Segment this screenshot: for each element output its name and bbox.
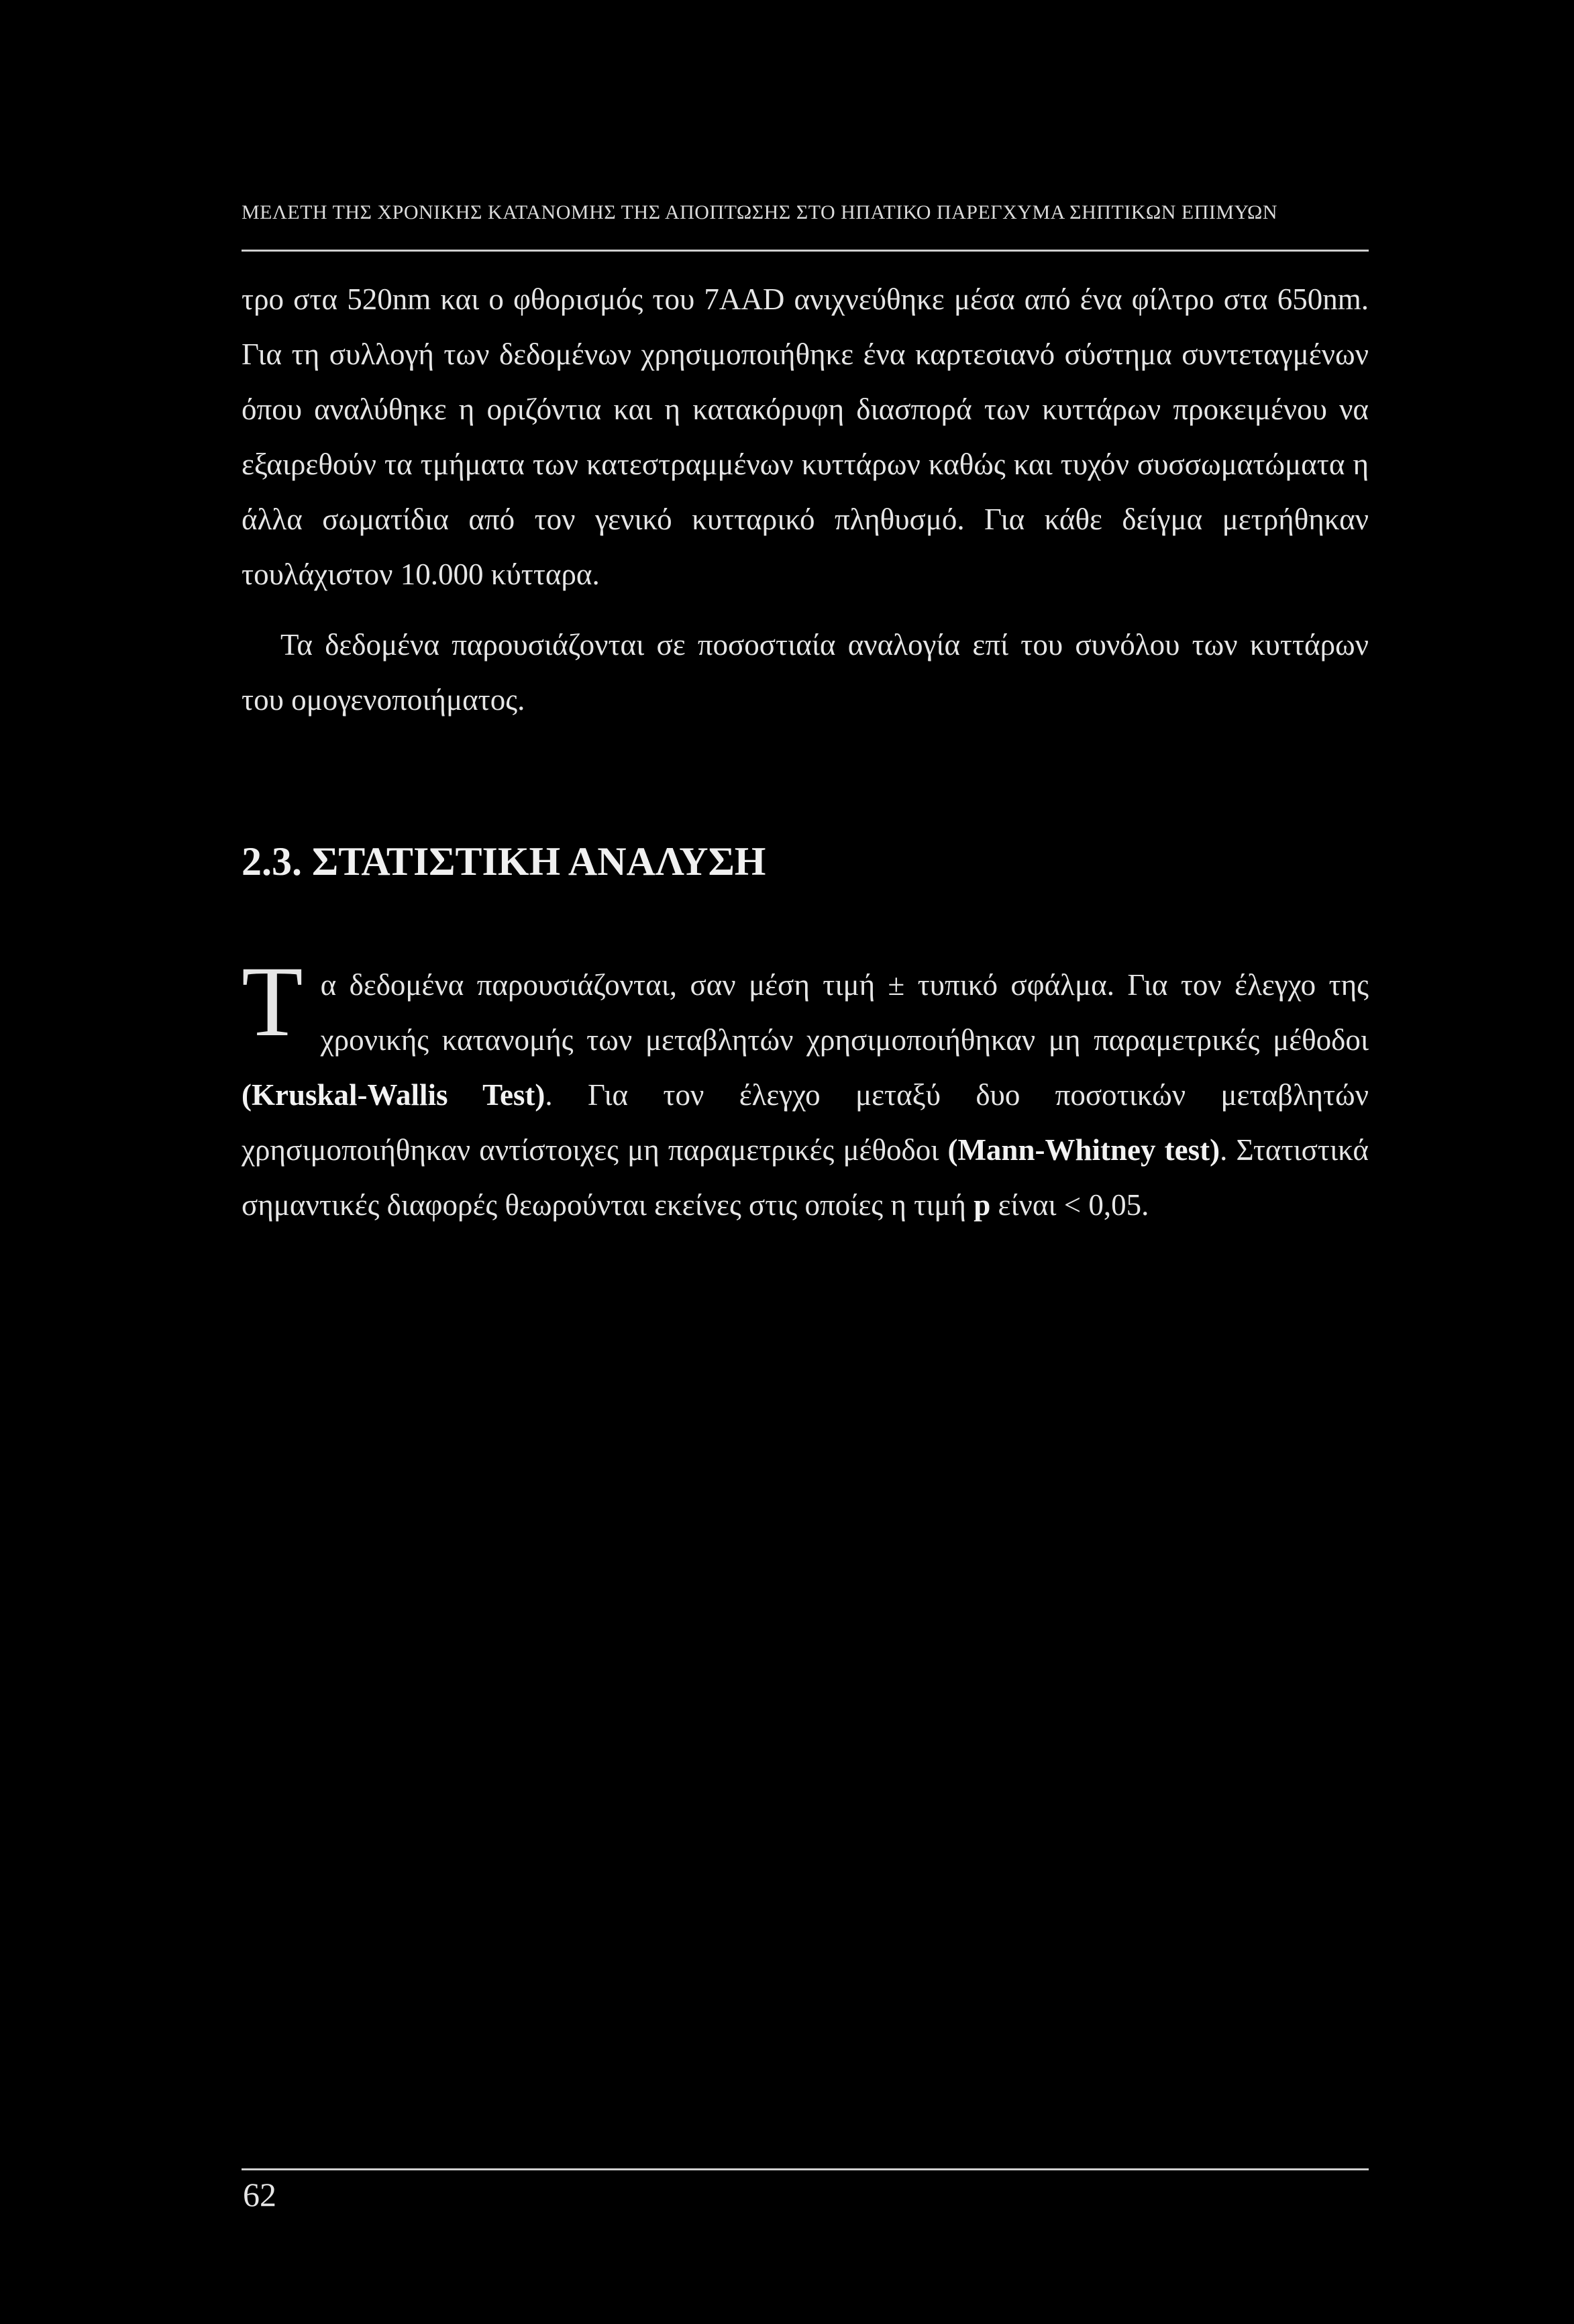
stat-text-part-4: είναι < 0,05. (990, 1188, 1149, 1222)
header-divider (242, 250, 1369, 252)
page-number: 62 (243, 2176, 276, 2213)
paragraph-percentages: Τα δεδομένα παρουσιάζονται σε ποσοστιαία αναλογία επί του συνόλου των κυττάρων του ομογενοποιήματος. (242, 628, 1369, 717)
stat-text-part-2: . Για τον έλεγχο μεταξύ δυο ποσοτικών μεταβλητών χρησιμοποιήθηκαν αντίστοιχες μη παραμετρικές μέθοδοι (242, 1078, 1369, 1167)
kruskal-wallis-term: (Kruskal-Wallis Test) (242, 1078, 545, 1112)
running-header: ΜΕΛΕΤΗ ΤΗΣ ΧΡΟΝΙΚΗΣ ΚΑΤΑΝΟΜΗΣ ΤΗΣ ΑΠΟΠΤΩΣΗΣ ΣΤΟ ΗΠΑΤΙΚΟ ΠΑΡΕΓΧΥΜΑ ΣΗΠΤΙΚΩΝ ΕΠΙΜΥΩΝ (242, 201, 1278, 223)
footer-divider (242, 2168, 1369, 2170)
stat-text-part-3: . Στατιστικά σημαντικές διαφορές θεωρούνται εκείνες στις οποίες η τιμή (242, 1133, 1369, 1222)
drop-cap-letter: Τ (242, 946, 303, 1057)
stat-text-part-1: α δεδομένα παρουσιάζονται, σαν μέση τιμή ± τυπικό σφάλμα. Για τον έλεγχο της χρονικής κατανομής των μεταβλητών χρησιμοποιήθηκαν μη παραμετρικές μέθοδοι (320, 968, 1369, 1057)
section-heading: 2.3. ΣΤΑΤΙΣΤΙΚΗ ΑΝΑΛΥΣΗ (242, 839, 766, 884)
mann-whitney-term: (Mann-Whitney test) (947, 1133, 1220, 1167)
statistics-paragraph (242, 946, 1369, 1232)
paragraph-continuation: τρο στα 520nm και ο φθορισμός του 7AAD ανιχνεύθηκε μέσα από ένα φίλτρο στα 650nm. Για τη συλλογή των δεδομένων χρησιμοποιήθηκε ένα καρτεσιανό σύστημα συντεταγμένων όπου αναλύθηκε η οριζόντια και η κατακόρυφη διασπορά των κυττάρων προκειμένου να εξαιρεθούν τα τμήματα των κατεστραμμένων κυττάρων καθώς και τυχόν συσσωματώματα η άλλα σωματίδια από τον γενικό κυτταρικό πληθυσμό. Για κάθε δείγμα μετρήθηκαν τουλάχιστον 10.000 κύτταρα. (242, 282, 1369, 591)
p-value-symbol: p (974, 1188, 991, 1222)
